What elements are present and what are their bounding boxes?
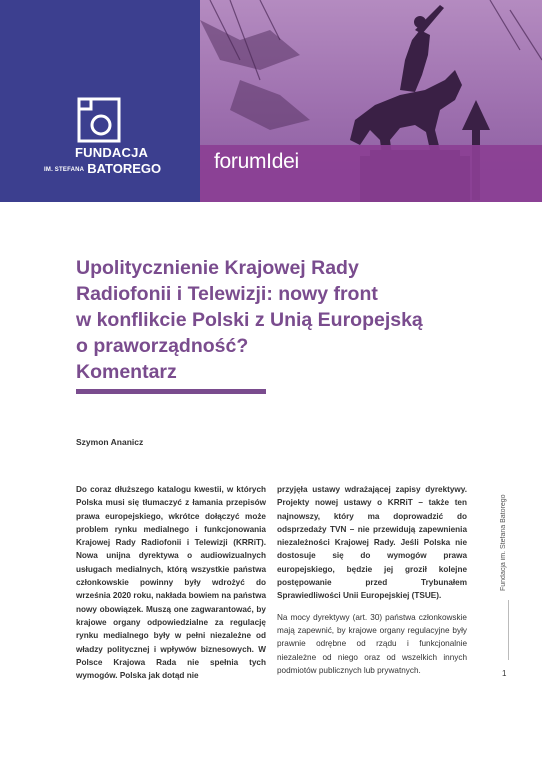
title-subline: Komentarz: [76, 361, 177, 383]
foundation-panel: [0, 0, 200, 202]
logo-text-batorego: [44, 161, 161, 176]
logo-text-main: BATOREGO: [87, 161, 162, 176]
title-line: o praworządność?: [76, 335, 249, 357]
side-divider: [508, 600, 509, 660]
cover-photo: [200, 0, 542, 202]
paragraph: przyjęła ustawy wdrażającej zapisy dyrektywy. Projekty nowej ustawy o KRRiT – także ten najnowszy, który ma doprowadzić do odsprzedaży TVN – nie przewidują zapewnienia niezależności Krajowej Rady. Jeśli Polska nie dostosuje się do wymogów prawa europejskiego, będzie jej groził kolejne postępowanie przed Trybunałem Sprawiedliwości Unii Europejskiej (TSUE).: [277, 485, 467, 601]
report-title: [76, 255, 476, 385]
text-column-left: [76, 483, 266, 690]
page-number: 1: [502, 669, 507, 678]
foundation-logo-icon: [77, 97, 121, 143]
title-line: Upolitycznienie Krajowej Rady: [76, 257, 359, 279]
side-foundation-label: Fundacja im. Stefana Batorego: [500, 494, 507, 591]
series-name: forumIdei: [214, 150, 299, 173]
paragraph: Do coraz dłuższego katalogu kwestii, w których Polska musi się tłumaczyć z łamania przepisów prawa europejskiego, wkrótce dołączyć może problem rynku medialnego i funkcjonowania Krajowej Rady Radiofonii i Telewizji (KRRiT). Nowa unijna dyrektywa o audiowizualnych usługach medialnych, którą wszystkie państwa członkowskie powinny były wdrożyć do września 2020 roku, nakłada bowiem na państwa nowy obowiązek. Muszą one zagwarantować, by krajowe organy odpowiedzialne za regulację rynku medialnego były w pełni niezależne od władzy politycznej i wpływów biznesowych. W Polsce Krajowa Rada nie spełnia tych wymogów. Polska jak dotąd nie: [76, 485, 266, 681]
logo-text-fundacja: FUNDACJA: [75, 145, 149, 160]
author-name: Szymon Ananicz: [76, 437, 144, 447]
report-header: [0, 0, 542, 202]
title-divider: [76, 389, 266, 394]
title-line: w konflikcie Polski z Unią Europejską: [76, 309, 423, 331]
text-column-right: [277, 483, 467, 685]
logo-text-small: IM. STEFANA: [44, 166, 85, 173]
paragraph: Na mocy dyrektywy (art. 30) państwa członkowskie mają zapewnić, by krajowe organy regulacyjne były prawnie odrębne od rządu i funkcjonalnie niezależne od niego oraz od wszelkich innych podmiotów publicznych lub prywatnych.: [277, 612, 467, 675]
title-line: Radiofonii i Telewizji: nowy front: [76, 283, 378, 305]
